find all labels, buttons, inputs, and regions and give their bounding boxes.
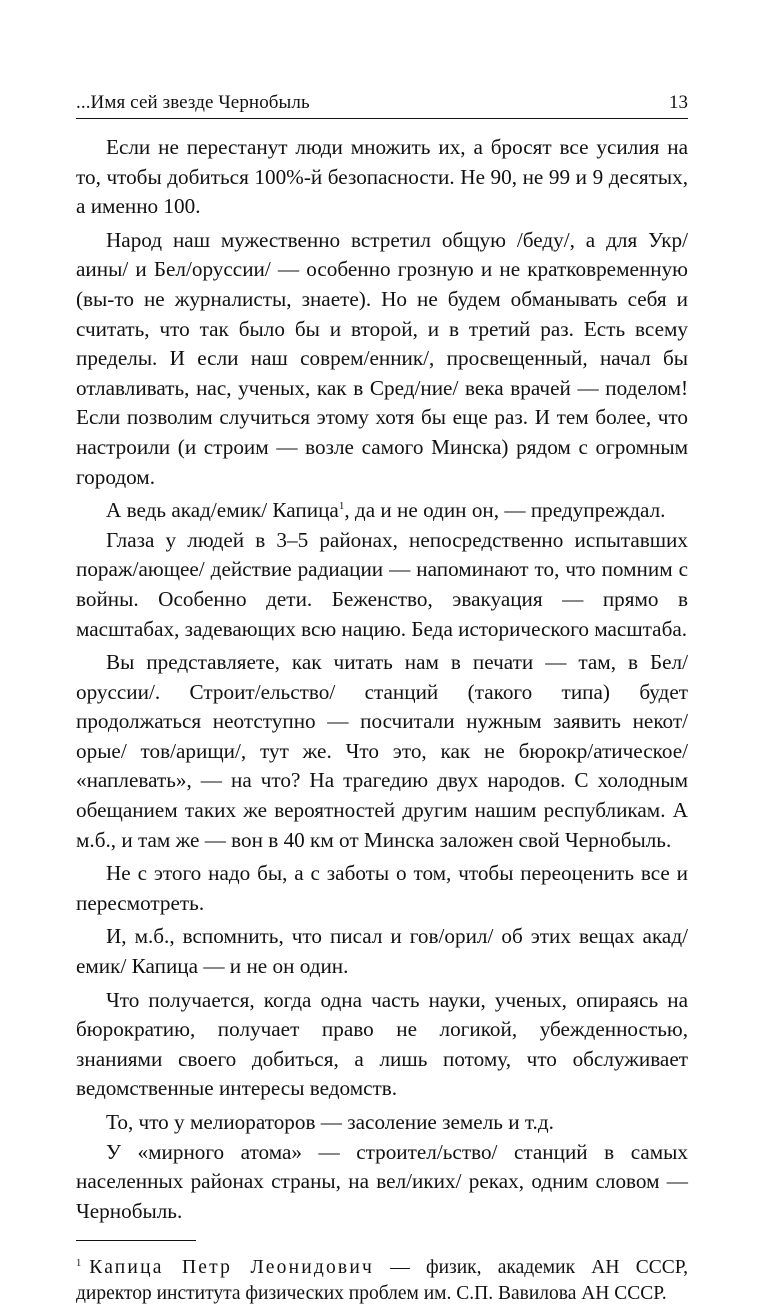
paragraph: Глаза у людей в 3–5 районах, непосредственно испытавших пораж/ающее/ действие радиации — напоминают то, что помним с войны. Особенно дети. Беженство, эвакуация — прямо в масштабах, задевающих всю нацию. Беда исторического масштаба. [76, 527, 688, 641]
paragraph: И, м.б., вспомнить, что писал и гов/орил/ об этих вещах акад/емик/ Капица — и не он один. [76, 924, 688, 979]
paragraph: То, что у мелиораторов — засоление земель и т.д. [106, 1110, 554, 1134]
running-title: ...Имя сей звезде Чернобыль [76, 92, 310, 113]
paragraph: Вы представляете, как читать нам в печати — там, в Бел/оруссии/. Строит/ельство/ станций (такого типа) будет продолжаться неотступно — посчитали нужным заявить некот/орые/ тов/арищи/, тут же. Что это, как не бюрокр/атическое/ «наплевать», — на что? На трагедию двух народов. С холодным обещанием таких же вероятностей другим нашим республикам. А м.б., и там же — вон в 40 км от Минска заложен свой Чернобыль. [76, 650, 688, 852]
paragraph: Народ наш мужественно встретил общую /беду/, а для Укр/аины/ и Бел/оруссии/ — особенно грозную и не кратковременную (вы-то не журналисты, знаете). Но не будем обманывать себя и считать, что так было бы и второй, и в третий раз. Есть всему пределы. И если наш соврем/енник/, просвещенный, начал бы отлавливать, нас, ученых, как в Сред/ние/ века врачей — поделом! Если позволим случиться этому хотя бы еще раз. И тем более, что настроили (и строим — возле самого Минска) рядом с огромным городом. [76, 227, 688, 489]
running-header [76, 88, 688, 119]
kapitsa-text-after: , да и не один он, — предупреждал. [344, 498, 666, 523]
paragraph: Что получается, когда одна часть науки, ученых, опираясь на бюрократию, получает право не логикой, убежденностью, знаниями своего добиться, а лишь потому, что обслуживает ведомственные интересы ведомств. [76, 987, 688, 1101]
body-text [76, 133, 688, 1226]
paragraph: У «мирного атома» — строител/ьство/ станций в самых населенных районах страны, на вел/иких/ реках, одним словом — Чернобыль. [76, 1139, 688, 1223]
footnote-text: — физик, академик АН СССР, директор института физических проблем им. С.П. Вавилова АН СССР. [76, 1257, 688, 1305]
footnote-name: Капица Петр Леонидович [89, 1257, 374, 1279]
footnote [76, 1255, 688, 1307]
footnote-reference[interactable]: 1 [338, 500, 345, 513]
page-number: 13 [669, 92, 688, 113]
footnote-divider [76, 1240, 196, 1241]
footnote-marker: 1 [76, 1257, 82, 1269]
paragraph: Не с этого надо бы, а с заботы о том, чтобы переоценить все и пересмотреть. [76, 861, 688, 915]
paragraph-kapitsa [76, 496, 688, 526]
book-page [76, 88, 688, 1307]
kapitsa-text-before: А ведь акад/емик/ Капица [106, 498, 339, 523]
paragraph: Если не перестанут люди множить их, а бросят все усилия на то, чтобы добиться 100%-й безопасности. Не 90, не 99 и 9 десятых, а именно 100. [76, 135, 688, 219]
